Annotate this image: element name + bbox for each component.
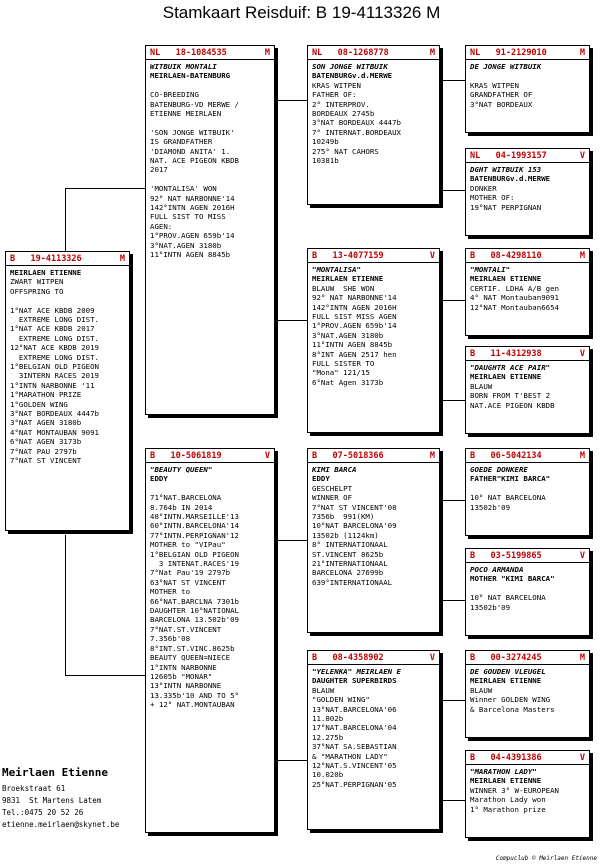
pedigree-line: MOTHER to — [150, 587, 191, 597]
pedigree-line: 13502b'09 — [470, 502, 511, 512]
pedigree-line: MOTHER "KIMI BARCA" — [470, 574, 555, 584]
pedigree-line: BATENBURGv.d.MERWE — [312, 71, 393, 81]
ring-id: 08-4358902 — [332, 652, 384, 663]
pigeon-card-dd — [307, 650, 440, 830]
pedigree-line: 12°NAT.S.VINCENT'05 — [312, 761, 397, 771]
pedigree-line: ZWART WITPEN — [10, 277, 64, 287]
ring-id: 03-5199865 — [490, 550, 542, 561]
pigeon-card-dam — [145, 448, 275, 833]
pigeon-card-sdd — [465, 346, 590, 434]
pedigree-line: 'DIAMOND ANITA' 1. — [150, 146, 231, 156]
pedigree-line: 7°NAT.ST.VINCENT — [150, 624, 222, 634]
pedigree-line — [470, 71, 585, 80]
pedigree-line: 1°INTN NARBONNE — [150, 662, 217, 672]
pedigree-line: 3INTERN RACES 2019 — [10, 371, 99, 381]
pedigree-line: 60°INTN.BARCELONA'14 — [150, 521, 239, 531]
ring-id: 10-5061819 — [170, 450, 222, 461]
pedigree-line: 6°Nat Agen 3173b — [312, 377, 384, 387]
ring-id: 08-4298110 — [490, 250, 542, 261]
card-body — [466, 60, 589, 109]
country-code: B — [150, 450, 156, 461]
pedigree-line: IS GRANDFATHER — [150, 137, 213, 147]
pedigree-line: 10° NAT BARCELONA — [470, 593, 546, 603]
pedigree-line: 4°NAT MONTAUBAN 9091 — [10, 427, 99, 437]
pedigree-line: 1°PROV.AGEN 659b'14 — [312, 321, 397, 331]
ring-number — [470, 151, 547, 161]
pedigree-line: 11°INTN AGEN 8845b — [312, 340, 393, 350]
owner-email[interactable]: etienne.meirlaen@skynet.be — [2, 820, 120, 829]
pedigree-line: 1°INTN NARBONNE '11 — [10, 380, 95, 390]
pedigree-line: 8° INTERNATIONAAL — [312, 540, 388, 550]
pedigree-line: FULL SIST MISS AGEN — [312, 312, 397, 322]
pedigree-line: BORDEAUX 2745b — [312, 109, 375, 119]
sex-code: M — [119, 253, 125, 264]
pedigree-line: 71°NAT.BARCELONA — [150, 493, 222, 503]
pedigree-line: 10381b — [312, 156, 339, 166]
sex-code: V — [579, 348, 585, 359]
ring-id: 00-3274245 — [490, 652, 542, 663]
pedigree-line: 12°NAT Montauban6654 — [470, 302, 559, 312]
pigeon-card-ssd — [465, 148, 590, 236]
pedigree-line: + 12° NAT.MONTAUBAN — [150, 700, 235, 710]
pedigree-line: 11.802b — [312, 714, 344, 724]
pedigree-line: MOTHER to "VIPau" — [150, 540, 226, 550]
pedigree-line: BATENBURGv.d.MERWE — [470, 174, 551, 184]
country-code: B — [470, 652, 476, 663]
card-header — [146, 449, 274, 463]
country-code: NL — [312, 47, 323, 58]
pedigree-line: 7°NAT ST VINCENT — [10, 456, 82, 466]
pedigree-line: 7.356b'08 — [150, 634, 191, 644]
card-body — [466, 563, 589, 612]
pedigree-line: 77°INTN.PERPIGNAN'12 — [150, 530, 239, 540]
ring-spacer — [317, 251, 332, 261]
card-header — [466, 549, 589, 563]
pedigree-line: 7°NAT ST VINCENT'08 — [312, 502, 397, 512]
card-header — [308, 449, 439, 463]
sex-code: V — [579, 550, 585, 561]
sex-code: M — [579, 652, 585, 663]
pedigree-line: CO-BREEDING — [150, 90, 199, 100]
sex-code: V — [264, 450, 270, 461]
pedigree-line: 142°INTN AGEN 2016H — [312, 302, 397, 312]
card-header — [466, 347, 589, 361]
ring-number — [312, 653, 384, 663]
ring-number — [470, 551, 542, 561]
pigeon-card-subject — [5, 251, 130, 531]
pigeon-card-dss — [465, 448, 590, 536]
pedigree-line: 13502b'09 — [470, 602, 511, 612]
card-body — [466, 765, 589, 814]
country-code: B — [470, 550, 476, 561]
pedigree-line: 12605b "MONAR" — [150, 671, 213, 681]
pedigree-line: 25°NAT.PERPIGNAN'05 — [312, 779, 397, 789]
pedigree-line: DAUGHTER 10°NATIONAL — [150, 606, 239, 616]
pedigree-line: 13°INTN NARBONNE — [150, 681, 222, 691]
card-header — [466, 651, 589, 665]
pedigree-line: 13502b (1124km) — [312, 530, 379, 540]
ring-number — [470, 753, 542, 763]
pedigree-line: 4° NAT Montauban9091 — [470, 293, 559, 303]
ring-spacer — [475, 753, 490, 763]
pedigree-line: 10° NAT BARCELONA — [470, 493, 546, 503]
ring-number — [150, 48, 227, 58]
card-body — [466, 163, 589, 212]
pedigree-line: 7356b 991(KM) — [312, 512, 375, 522]
pedigree-line: 142°INTN AGEN 2016H — [150, 203, 235, 213]
ring-spacer — [317, 653, 332, 663]
card-header — [308, 249, 439, 263]
pedigree-line: 13.335b'10 AND TO 5° — [150, 690, 239, 700]
pedigree-line: 1°BELGIAN OLD PIGEON — [150, 549, 239, 559]
pedigree-line: FATHER OF: — [312, 90, 357, 100]
pedigree-line: ST.VINCENT 8625b — [312, 549, 384, 559]
pedigree-line — [150, 175, 270, 184]
pedigree-line: 11°INTN AGEN 8845b — [150, 250, 231, 260]
country-code: B — [312, 250, 318, 261]
ring-number — [470, 451, 542, 461]
pedigree-line: 1°MARATHON PRIZE — [10, 390, 82, 400]
pedigree-line: MEIRLAEN ETIENNE — [470, 372, 542, 382]
pedigree-line: ETIENNE MEIRLAEN — [150, 109, 222, 119]
card-header — [146, 46, 274, 60]
pedigree-line — [150, 81, 270, 90]
pedigree-line: 37°NAT SA.SEBASTIAN — [312, 742, 397, 752]
pedigree-line: 1°NAT ACE KBDB 2017 — [10, 324, 95, 334]
pigeon-name: DGHT WITBUIK 153 — [470, 165, 542, 174]
pedigree-line: 10.020b — [312, 770, 344, 780]
card-body — [308, 263, 439, 387]
pedigree-line: 639°INTERNATIONAAL — [312, 577, 393, 587]
card-header — [466, 751, 589, 765]
pigeon-name: "BEAUTY QUEEN" — [150, 465, 213, 474]
pedigree-line: & "MARATHON LADY" — [312, 751, 388, 761]
sex-code: M — [579, 450, 585, 461]
pigeon-name: "MONTALISA" — [312, 265, 361, 274]
sex-code: V — [429, 652, 435, 663]
pedigree-line: BATENBURG-VD MERWE / — [150, 99, 239, 109]
pedigree-line: NAT.ACE PIGEON KBDB — [470, 400, 555, 410]
pigeon-name: MEIRLAEN ETIENNE — [10, 268, 82, 277]
pedigree-line: 1°NAT ACE KBDB 2009 — [10, 305, 95, 315]
ring-number — [312, 251, 384, 261]
pedigree-line: 1° Marathon prize — [470, 804, 546, 814]
pedigree-line: 3°NAT AGEN 3180b — [10, 418, 82, 428]
pigeon-card-sss — [465, 45, 590, 133]
ring-spacer — [475, 349, 490, 359]
pigeon-card-sd — [307, 248, 440, 433]
ring-spacer — [480, 48, 495, 58]
pedigree-line: WINNER 3° W-EUROPEAN — [470, 785, 559, 795]
card-header — [466, 449, 589, 463]
pedigree-line: BLAUW — [470, 685, 493, 695]
pedigree-line: FULL SISTER TO — [312, 359, 375, 369]
ring-spacer — [475, 451, 490, 461]
pedigree-line: 21°INTERNATIONAAL — [312, 559, 388, 569]
country-code: NL — [150, 47, 161, 58]
card-header — [466, 46, 589, 60]
ring-id: 19-4113326 — [30, 253, 82, 264]
pedigree-line: 8.764b IN 2014 — [150, 502, 213, 512]
pedigree-line: 63°NAT ST VINCENT — [150, 577, 226, 587]
pedigree-line: 'SON JONGE WITBUIK' — [150, 127, 235, 137]
pedigree-line: 48°INTN.MARSEILLE'13 — [150, 512, 239, 522]
ring-id: 07-5018366 — [332, 450, 384, 461]
pedigree-line: BARCELONA 13.502b'09 — [150, 615, 239, 625]
pedigree-line: 'MONTALISA' WON — [150, 184, 217, 194]
pedigree-line: BLAUW SHE WON — [312, 283, 375, 293]
sex-code: V — [579, 752, 585, 763]
pedigree-line: BLAUW — [312, 685, 335, 695]
card-body — [466, 665, 589, 714]
pedigree-line: MEIRLAEN ETIENNE — [470, 274, 542, 284]
pedigree-line: & Barcelona Masters — [470, 704, 555, 714]
pedigree-line: DAUGHTER SUPERBIRDS — [312, 676, 397, 686]
pedigree-line: 8°INT AGEN 2517 hen — [312, 349, 397, 359]
pigeon-card-ds — [307, 448, 440, 633]
pedigree-line: 92° NAT NARBONNE'14 — [150, 193, 235, 203]
pedigree-line — [470, 584, 585, 593]
pedigree-line: 6°NAT AGEN 3173b — [10, 437, 82, 447]
pedigree-line: DONKER — [470, 183, 497, 193]
card-body — [466, 263, 589, 312]
pedigree-line: 2° INTERPROV. — [312, 99, 370, 109]
pigeon-card-sire — [145, 45, 275, 415]
pedigree-line: MEIRLAEN ETIENNE — [470, 776, 542, 786]
pedigree-line — [10, 296, 125, 305]
pedigree-line: Marathon Lady won — [470, 795, 546, 805]
pedigree-line — [470, 484, 585, 493]
pedigree-line: FATHER"KIMI BARCA" — [470, 474, 551, 484]
card-body — [466, 463, 589, 512]
sex-code: V — [429, 250, 435, 261]
sex-code: M — [264, 47, 270, 58]
pigeon-name: POCO ARMANDA — [470, 565, 524, 574]
pedigree-line: 7°Nat Pau'19 2797b — [150, 568, 231, 578]
pedigree-line: KRAS WITPEN — [312, 80, 361, 90]
ring-spacer — [475, 653, 490, 663]
footer-credit: Compuclub © Meirlaen Etienne — [495, 855, 597, 862]
pedigree-line: 8°INT.ST.VINC.8625b — [150, 643, 235, 653]
pedigree-line: 3°NAT.AGEN 3180b — [150, 240, 222, 250]
country-code: B — [470, 752, 476, 763]
card-header — [308, 46, 439, 60]
pedigree-line: CERTIF. LDHA A/B gen — [470, 283, 559, 293]
card-body — [6, 266, 129, 466]
card-body — [466, 361, 589, 410]
pedigree-line: 10°NAT BARCELONA'09 — [312, 521, 397, 531]
pigeon-card-ss — [307, 45, 440, 205]
ring-id: 13-4077159 — [332, 250, 384, 261]
pedigree-line: EXTREME LONG DIST. — [10, 352, 99, 362]
country-code: B — [312, 652, 318, 663]
ring-spacer — [160, 48, 175, 58]
sex-code: M — [429, 47, 435, 58]
pigeon-name: "YELENKA" MEIRLAEN E — [312, 667, 401, 676]
ring-id: 11-4312938 — [490, 348, 542, 359]
pigeon-name: DE JONGE WITBUIK — [470, 62, 542, 71]
pedigree-line: Winner GOLDEN WING — [470, 695, 551, 705]
pigeon-card-dsd — [465, 548, 590, 636]
pedigree-line: BEAUTY QUEEN=NIECE — [150, 653, 231, 663]
pedigree-line: 3°NAT BORDEAUX 4447b — [10, 409, 99, 419]
card-header — [6, 252, 129, 266]
ring-number — [470, 349, 542, 359]
pedigree-line: MEIRLAEN ETIENNE — [470, 676, 542, 686]
pedigree-line: 7° INTERNAT.BORDEAUX — [312, 127, 401, 137]
ring-id: 91-2129010 — [495, 47, 547, 58]
sex-code: M — [579, 47, 585, 58]
pigeon-name: WITBUIK MONTALI — [150, 62, 217, 71]
pedigree-line: MOTHER OF: — [470, 193, 515, 203]
pedigree-line: "GOLDEN WING" — [312, 695, 370, 705]
pedigree-line: EXTREME LONG DIST. — [10, 315, 99, 325]
page-title: Stamkaart Reisduif: B 19-4113326 M — [162, 3, 441, 22]
card-header — [466, 249, 589, 263]
pedigree-line: 10249b — [312, 137, 339, 147]
ring-number — [10, 254, 82, 264]
sex-code: V — [579, 150, 585, 161]
pedigree-line: BLAUW — [470, 381, 493, 391]
pedigree-line: GESCHELPT — [312, 483, 353, 493]
pedigree-line: EDDY — [150, 474, 168, 484]
pedigree-line: 1°BELGIAN OLD PIGEON — [10, 362, 99, 372]
pedigree-line: KRAS WITPEN — [470, 80, 519, 90]
country-code: B — [470, 450, 476, 461]
pigeon-name: "MARATHON LADY" — [470, 767, 537, 776]
country-code: NL — [470, 47, 481, 58]
pigeon-name: "DAUGHTR ACE PAIR" — [470, 363, 551, 372]
pedigree-line: FULL SIST TO MISS — [150, 212, 226, 222]
pigeon-name: DE GOUDEN VLEUGEL — [470, 667, 546, 676]
country-code: B — [470, 250, 476, 261]
pedigree-line: "Mona" 121/15 — [312, 368, 370, 378]
pedigree-line: BARCELONA 27699b — [312, 568, 384, 578]
pigeon-card-sds — [465, 248, 590, 336]
owner-city: 9831 St Martens Latem — [2, 796, 102, 805]
ring-id: 04-1993157 — [495, 150, 547, 161]
card-body — [308, 60, 439, 165]
ring-number — [470, 251, 542, 261]
pedigree-line: MEIRLAEN-BATENBURG — [150, 71, 231, 81]
ring-spacer — [15, 254, 30, 264]
pedigree-line: MEIRLAEN ETIENNE — [312, 274, 384, 284]
ring-spacer — [155, 451, 170, 461]
pedigree-line: 17°NAT.BARCELONA'04 — [312, 723, 397, 733]
pedigree-line: OFFSPRING TO — [10, 286, 64, 296]
pedigree-line — [150, 484, 270, 493]
card-body — [146, 60, 274, 259]
ring-number — [312, 48, 389, 58]
ring-spacer — [475, 551, 490, 561]
card-header — [308, 651, 439, 665]
country-code: B — [10, 253, 16, 264]
ring-id: 06-5042134 — [490, 450, 542, 461]
pedigree-line: WINNER OF — [312, 493, 353, 503]
sex-code: M — [579, 250, 585, 261]
sex-code: M — [429, 450, 435, 461]
pedigree-line: 1°GOLDEN WING — [10, 399, 68, 409]
ring-number — [470, 48, 547, 58]
country-code: B — [312, 450, 318, 461]
owner-name: Meirlaen Etienne — [2, 766, 108, 779]
ring-spacer — [480, 151, 495, 161]
pedigree-line: 3°NAT BORDEAUX 4447b — [312, 118, 401, 128]
pedigree-line: AGEN: — [150, 221, 173, 231]
pigeon-card-ddd — [465, 750, 590, 838]
pedigree-line: 12°NAT ACE KBDB 2019 — [10, 343, 99, 353]
ring-spacer — [475, 251, 490, 261]
pedigree-line: 2017 — [150, 165, 168, 175]
pedigree-line: 3 INTENAT.RACES'19 — [150, 559, 239, 569]
pedigree-line: EXTREME LONG DIST. — [10, 333, 99, 343]
ring-number — [150, 451, 222, 461]
pigeon-name: SON JONGE WITBUIK — [312, 62, 388, 71]
pedigree-line — [150, 118, 270, 127]
pigeon-name: KIMI BARCA — [312, 465, 357, 474]
pedigree-line: 3°NAT BORDEAUX — [470, 99, 533, 109]
pigeon-name: GOEDE DONKERE — [470, 465, 528, 474]
pedigree-line: 19°NAT PERPIGNAN — [470, 202, 542, 212]
pedigree-line: BORN FROM T'BEST 2 — [470, 391, 551, 401]
pedigree-line: 92° NAT NARBONNE'14 — [312, 293, 397, 303]
ring-spacer — [317, 451, 332, 461]
pedigree-line: NAT. ACE PIGEON KBDB — [150, 156, 239, 166]
owner-address: Broekstraat 61 — [2, 784, 66, 793]
pedigree-line: 12.275b — [312, 732, 344, 742]
card-body — [308, 665, 439, 789]
pedigree-line: 275° NAT CAHORS — [312, 146, 379, 156]
ring-spacer — [322, 48, 337, 58]
pedigree-line: 13°NAT.BARCELONA'06 — [312, 704, 397, 714]
country-code: B — [470, 348, 476, 359]
pedigree-line: 7°NAT PAU 2797b — [10, 446, 77, 456]
ring-number — [312, 451, 384, 461]
ring-id: 04-4391386 — [490, 752, 542, 763]
ring-id: 08-1268778 — [337, 47, 389, 58]
card-body — [146, 463, 274, 710]
country-code: NL — [470, 150, 481, 161]
pedigree-line: 1°PROV.AGEN 659b'14 — [150, 231, 235, 241]
owner-block — [2, 766, 152, 831]
pigeon-name: "MONTALI" — [470, 265, 511, 274]
ring-number — [470, 653, 542, 663]
card-header — [466, 149, 589, 163]
pedigree-line: 66°NAT.BARCLNA 7301b — [150, 596, 239, 606]
pedigree-line: GRANDFATHER OF — [470, 90, 533, 100]
card-body — [308, 463, 439, 587]
pedigree-line: 3°NAT.AGEN 3180b — [312, 330, 384, 340]
pedigree-line: EDDY — [312, 474, 330, 484]
owner-phone: Tel.:0475 20 52 26 — [2, 808, 84, 817]
ring-id: 18-1084535 — [175, 47, 227, 58]
pigeon-card-dds — [465, 650, 590, 738]
